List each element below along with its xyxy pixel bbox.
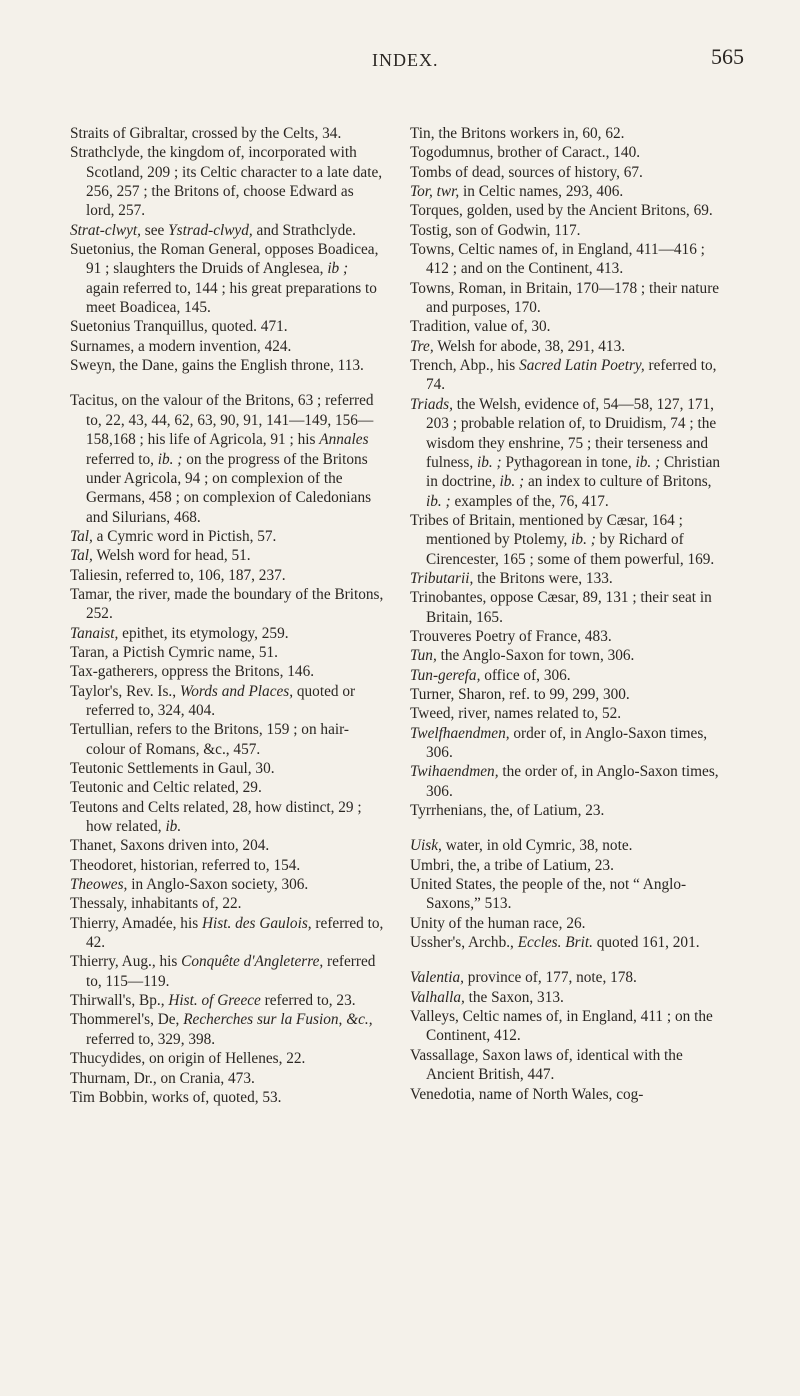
index-entry: Trench, Abp., his Sacred Latin Poetry, referred to, 74. xyxy=(410,357,717,394)
index-entry: Thirwall's, Bp., Hist. of Greece referred to, 23. xyxy=(70,992,356,1010)
index-entry: Teutons and Celts related, 28, how distinct, 29 ; how related, ib. xyxy=(70,798,362,836)
index-entry: United States, the people of the, not “ Anglo-Saxons,” 513. xyxy=(410,876,687,913)
index-entry: Tostig, son of Godwin, 117. xyxy=(410,221,581,239)
index-entry: Towns, Roman, in Britain, 170—178 ; their nature and purposes, 170. xyxy=(410,279,720,317)
index-entry: Trouveres Poetry of France, 483. xyxy=(410,627,612,645)
index-entry: Tweed, river, names related to, 52. xyxy=(410,705,622,723)
index-entry: Tun-gerefa, office of, 306. xyxy=(410,666,571,684)
index-entry: Tyrrhenians, the, of Latium, 23. xyxy=(410,802,605,820)
index-entry: Valhalla, the Saxon, 313. xyxy=(410,988,564,1006)
index-entry: Triads, the Welsh, evidence of, 54—58, 127, 171, 203 ; probable relation of, to Druidism, 74 ; the wisdom they enshrine, 75 ; their terseness and fulness, ib. ; Pythagorean in tone, ib. ; Christian in doctrine, ib. ; an index to culture of Britons, ib. ; examples of the, 76, 417. xyxy=(410,395,721,510)
index-entry: Tin, the Britons workers in, 60, 62. xyxy=(410,125,625,142)
running-head: INDEX. xyxy=(372,50,439,70)
index-entry: Thessaly, inhabitants of, 22. xyxy=(70,895,242,913)
index-entry: Suetonius, the Roman General, opposes Boadicea, 91 ; slaughters the Druids of Anglesea, ib ; again referred to, 144 ; his great preparations to meet Boadicea, 145. xyxy=(70,241,379,317)
index-entry: Umbri, the, a tribe of Latium, 23. xyxy=(410,856,614,874)
index-entry: Tribes of Britain, mentioned by Cæsar, 164 ; mentioned by Ptolemy, ib. ; by Richard of Cirencester, 165 ; some of them powerful, 169. xyxy=(410,511,715,568)
index-column-left xyxy=(70,124,384,1107)
index-entry: Turner, Sharon, ref. to 99, 299, 300. xyxy=(410,685,630,703)
index-entry: Thanet, Saxons driven into, 204. xyxy=(70,837,270,855)
index-entry: Torques, golden, used by the Ancient Britons, 69. xyxy=(410,202,713,220)
index-entry: Twihaendmen, the order of, in Anglo-Saxon times, 306. xyxy=(410,763,719,800)
index-entry: Thierry, Aug., his Conquête d'Angleterre, referred to, 115—119. xyxy=(70,953,376,990)
index-entry: Vassallage, Saxon laws of, identical with the Ancient British, 447. xyxy=(410,1046,683,1084)
index-entry: Tal, Welsh word for head, 51. xyxy=(70,547,251,565)
index-entry: Tertullian, refers to the Britons, 159 ; on hair-colour of Romans, &c., 457. xyxy=(70,721,349,758)
index-entry: Strat-clwyt, see Ystrad-clwyd, and Strathclyde. xyxy=(70,221,356,239)
index-entry: Uisk, water, in old Cymric, 38, note. xyxy=(410,837,633,855)
index-entry: Tanaist, epithet, its etymology, 259. xyxy=(70,624,289,642)
index-entry: Taliesin, referred to, 106, 187, 237. xyxy=(70,566,286,584)
index-entry: Thurnam, Dr., on Crania, 473. xyxy=(70,1069,255,1087)
index-entry: Tamar, the river, made the boundary of the Britons, 252. xyxy=(70,585,384,623)
index-entry: Teutonic Settlements in Gaul, 30. xyxy=(70,760,275,777)
index-entry: Suetonius Tranquillus, quoted. 471. xyxy=(70,318,288,336)
index-entry: Twelfhaendmen, order of, in Anglo-Saxon times, 306. xyxy=(410,724,708,761)
index-entry: Tal, a Cymric word in Pictish, 57. xyxy=(70,527,277,545)
index-entry: Tor, twr, in Celtic names, 293, 406. xyxy=(410,183,624,201)
index-entry: Straits of Gibraltar, crossed by the Celts, 34. xyxy=(70,125,342,142)
index-entry: Trinobantes, oppose Cæsar, 89, 131 ; their seat in Britain, 165. xyxy=(410,589,712,626)
index-entry: Surnames, a modern invention, 424. xyxy=(70,337,292,355)
page-number: 565 xyxy=(711,44,744,69)
index-entry: Tre, Welsh for abode, 38, 291, 413. xyxy=(410,337,626,355)
page-header xyxy=(0,44,800,74)
index-entry: Tradition, value of, 30. xyxy=(410,318,551,336)
index-entry: Taran, a Pictish Cymric name, 51. xyxy=(70,643,278,661)
index-entry: Towns, Celtic names of, in England, 411—416 ; 412 ; and on the Continent, 413. xyxy=(410,241,705,278)
index-entry: Unity of the human race, 26. xyxy=(410,914,586,932)
index-entry: Venedotia, name of North Wales, cog- xyxy=(410,1085,644,1103)
index-entry: Tacitus, on the valour of the Britons, 63 ; referred to, 22, 43, 44, 62, 63, 90, 91, 141—149, 156—158,168 ; his life of Agricola, 91 ; his Annales referred to, ib. ; on the progress of the Britons under Agricola, 94 ; on complexion of the Germans, 458 ; on complexion of Caledonians and Silurians, 468. xyxy=(70,392,374,526)
index-entry: Togodumnus, brother of Caract., 140. xyxy=(410,144,641,162)
index-entry: Thierry, Amadée, his Hist. des Gaulois, referred to, 42. xyxy=(70,914,384,952)
index-entry: Thommerel's, De, Recherches sur la Fusion, &c., referred to, 329, 398. xyxy=(70,1011,373,1048)
index-entry: Tun, the Anglo-Saxon for town, 306. xyxy=(410,647,635,665)
index-entry: Sweyn, the Dane, gains the English throne, 113. xyxy=(70,357,364,375)
index-entry: Tim Bobbin, works of, quoted, 53. xyxy=(70,1088,282,1106)
index-entry: Valleys, Celtic names of, in England, 411 ; on the Continent, 412. xyxy=(410,1008,713,1045)
index-entry: Taylor's, Rev. Is., Words and Places, quoted or referred to, 324, 404. xyxy=(70,682,356,719)
index-entry: Thucydides, on origin of Hellenes, 22. xyxy=(70,1050,306,1068)
index-entry: Strathclyde, the kingdom of, incorporated with Scotland, 209 ; its Celtic character to a late date, 256, 257 ; the Britons of, choose Edward as lord, 257. xyxy=(70,144,383,220)
index-entry: Tributarii, the Britons were, 133. xyxy=(410,569,613,587)
index-entry: Tax-gatherers, oppress the Britons, 146. xyxy=(70,663,315,681)
index-entry: Ussher's, Archb., Eccles. Brit. quoted 161, 201. xyxy=(410,934,700,952)
index-column-right xyxy=(410,124,724,1104)
index-entry: Tombs of dead, sources of history, 67. xyxy=(410,163,643,181)
index-entry: Teutonic and Celtic related, 29. xyxy=(70,779,262,797)
index-entry: Theodoret, historian, referred to, 154. xyxy=(70,856,301,874)
index-entry: Theowes, in Anglo-Saxon society, 306. xyxy=(70,876,309,894)
index-entry: Valentia, province of, 177, note, 178. xyxy=(410,969,637,987)
